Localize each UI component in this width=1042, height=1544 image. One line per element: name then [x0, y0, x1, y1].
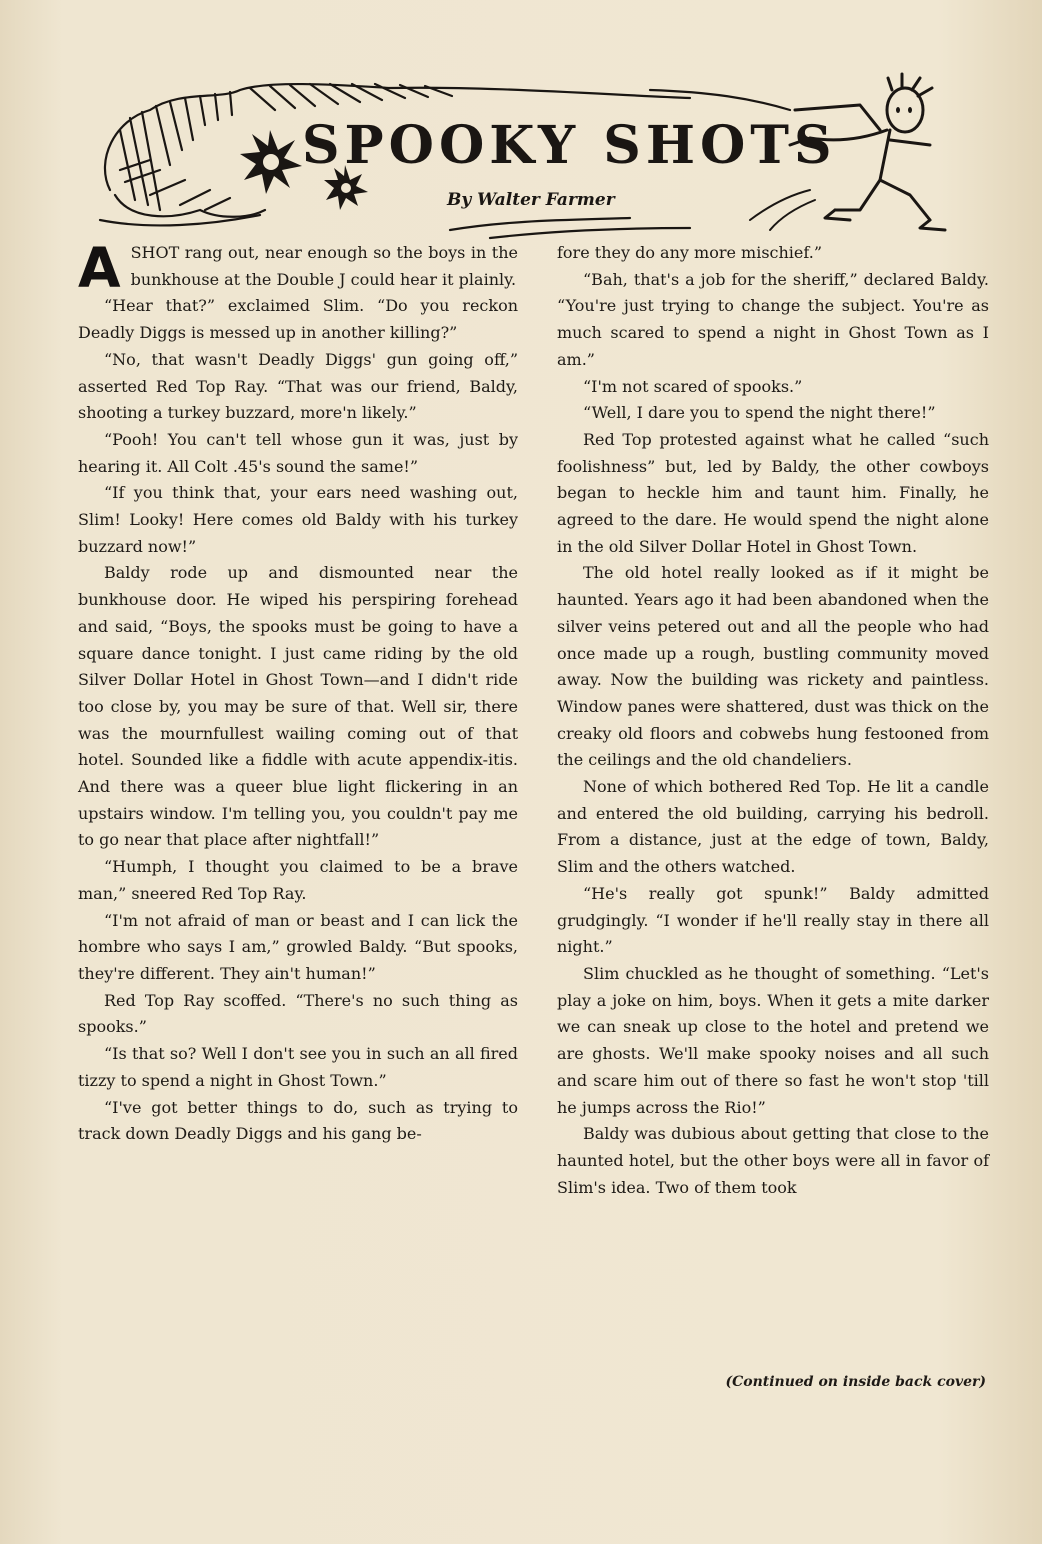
paragraph: Slim chuckled as he thought of something. “Let's play a joke on him, boys. When it gets a mite darker we can sneak up close to the hotel and pretend we are ghosts. We'll make spooky noises and all such and scare him out of there so fast he won't stop 'till he jumps across the Rio!”: [557, 963, 989, 1117]
paragraph: fore they do any more mischief.”: [557, 243, 822, 262]
drop-cap: A: [78, 236, 121, 300]
paragraph: Red Top protested against what he called “such foolishness” but, led by Baldy, the other cowboys began to heckle him and taunt him. Finally, he agreed to the dare. He would spend the night alone in the old Silver Dollar Hotel in Ghost Town.: [557, 429, 989, 556]
paragraph: “I've got better things to do, such as trying to track down Deadly Diggs and his gang be-: [78, 1097, 518, 1144]
paragraph: “I'm not scared of spooks.”: [583, 376, 803, 396]
paragraph: “He's really got spunk!” Baldy admitted grudgingly. “I wonder if he'll really stay in there all night.”: [557, 883, 989, 957]
paragraph: “Pooh! You can't tell whose gun it was, just by hearing it. All Colt .45's sound the same!”: [78, 429, 518, 476]
right-column: [557, 240, 989, 1201]
paragraph: “Is that so? Well I don't see you in such an all fired tizzy to spend a night in Ghost Town.”: [78, 1044, 518, 1090]
paragraph: “Bah, that's a job for the sheriff,” declared Baldy. “You're just trying to change the subject. You're as much scared to spend a night in Ghost Town as I am.”: [557, 269, 989, 369]
paragraph: “No, that wasn't Deadly Diggs' gun going off,” asserted Red Top Ray. “That was our friend, Baldy, shooting a turkey buzzard, more'n likely.”: [78, 349, 518, 423]
left-column: [78, 236, 518, 1148]
paragraph: “Hear that?” exclaimed Slim. “Do you reckon Deadly Diggs is messed up in another killing?”: [78, 296, 518, 343]
paragraph: Baldy was dubious about getting that close to the haunted hotel, but the other boys were all in favor of Slim's idea. Two of them took: [557, 1124, 989, 1197]
paragraph: Red Top Ray scoffed. “There's no such thing as spooks.”: [78, 990, 518, 1037]
paragraph: “I'm not afraid of man or beast and I can lick the hombre who says I am,” growled Baldy. “But spooks, they're different. They ain't human!”: [78, 910, 518, 983]
paragraph: None of which bothered Red Top. He lit a candle and entered the old building, carrying his bedroll. From a distance, just at the edge of town, Baldy, Slim and the others watched.: [557, 777, 989, 877]
story-title: SPOOKY SHOTS: [302, 115, 837, 176]
paragraph: “If you think that, your ears need washing out, Slim! Looky! Here comes old Baldy with his turkey buzzard now!”: [78, 483, 518, 556]
story-header: [90, 70, 950, 250]
paragraph: The old hotel really looked as if it might be haunted. Years ago it had been abandoned when the silver veins petered out and all the people who had once made up a rough, bustling community moved away. Now the building was rickety and paintless. Window panes were shattered, dust was thick on the creaky old floors and cobwebs hung festooned from the ceilings and the old chandeliers.: [557, 563, 989, 770]
byline: By Walter Farmer: [447, 190, 615, 210]
paragraph: “Well, I dare you to spend the night there!”: [583, 403, 936, 423]
paragraph: Baldy rode up and dismounted near the bunkhouse door. He wiped his perspiring forehead and said, “Boys, the spooks must be going to have a square dance tonight. I just came riding by the old Silver Dollar Hotel in Ghost Town—and I didn't ride too close by, you may be sure of that. Well sir, there was the mournfullest wailing coming out of that hotel. Sounded like a fiddle with acute appendix-itis. And there was a queer blue light flickering in an upstairs window. I'm telling you, you couldn't pay me to go near that place after nightfall!”: [78, 563, 518, 850]
paragraph: “Humph, I thought you claimed to be a brave man,” sneered Red Top Ray.: [78, 857, 518, 903]
paragraph: A SHOT rang out, near enough so the boys in the bunkhouse at the Double J could hear it plainly.: [78, 236, 518, 300]
continued-note: (Continued on inside back cover): [725, 1374, 986, 1390]
